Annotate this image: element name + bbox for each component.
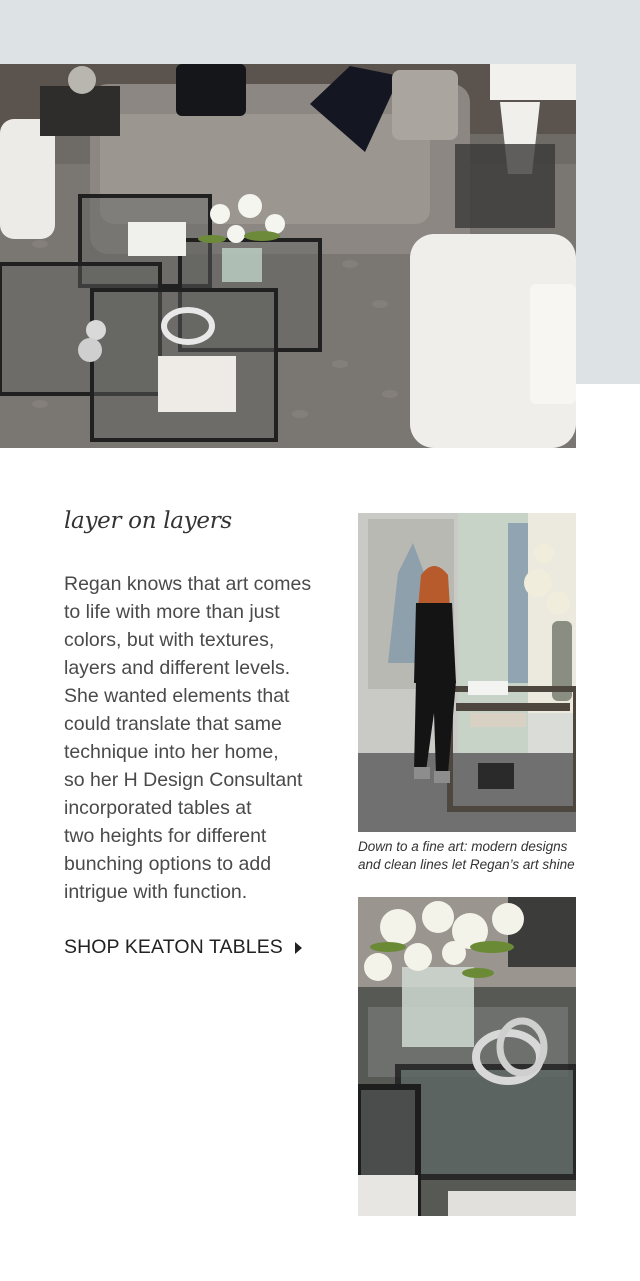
woman-with-console-photo (358, 513, 576, 832)
body-line: Regan knows that art comes (64, 573, 312, 595)
body-line: She wanted elements that (64, 685, 290, 707)
body-line: intrigue with function. (64, 881, 248, 903)
body-line: layers and different levels. (64, 657, 291, 679)
body-line: so her H Design Consultant (64, 769, 303, 791)
photo-caption (358, 838, 608, 874)
coffee-table-detail-photo (358, 897, 576, 1216)
section-heading: layer on layers (64, 508, 232, 534)
shop-keaton-tables-link[interactable] (64, 936, 302, 959)
body-line: could translate that same (64, 713, 282, 735)
body-line: bunching options to add (64, 853, 272, 875)
shop-link-label: SHOP KEATON TABLES (64, 936, 283, 958)
living-room-photo (0, 64, 576, 448)
body-line: technique into her home, (64, 741, 279, 763)
triangle-right-icon (295, 942, 302, 954)
body-paragraph (64, 570, 326, 906)
body-line: colors, but with textures, (64, 629, 275, 651)
caption-line: and clean lines let Regan’s art shine (358, 857, 575, 872)
body-line: to life with more than just (64, 601, 280, 623)
body-line: two heights for different (64, 825, 267, 847)
body-line: incorporated tables at (64, 797, 252, 819)
caption-line: Down to a fine art: modern designs (358, 839, 568, 854)
